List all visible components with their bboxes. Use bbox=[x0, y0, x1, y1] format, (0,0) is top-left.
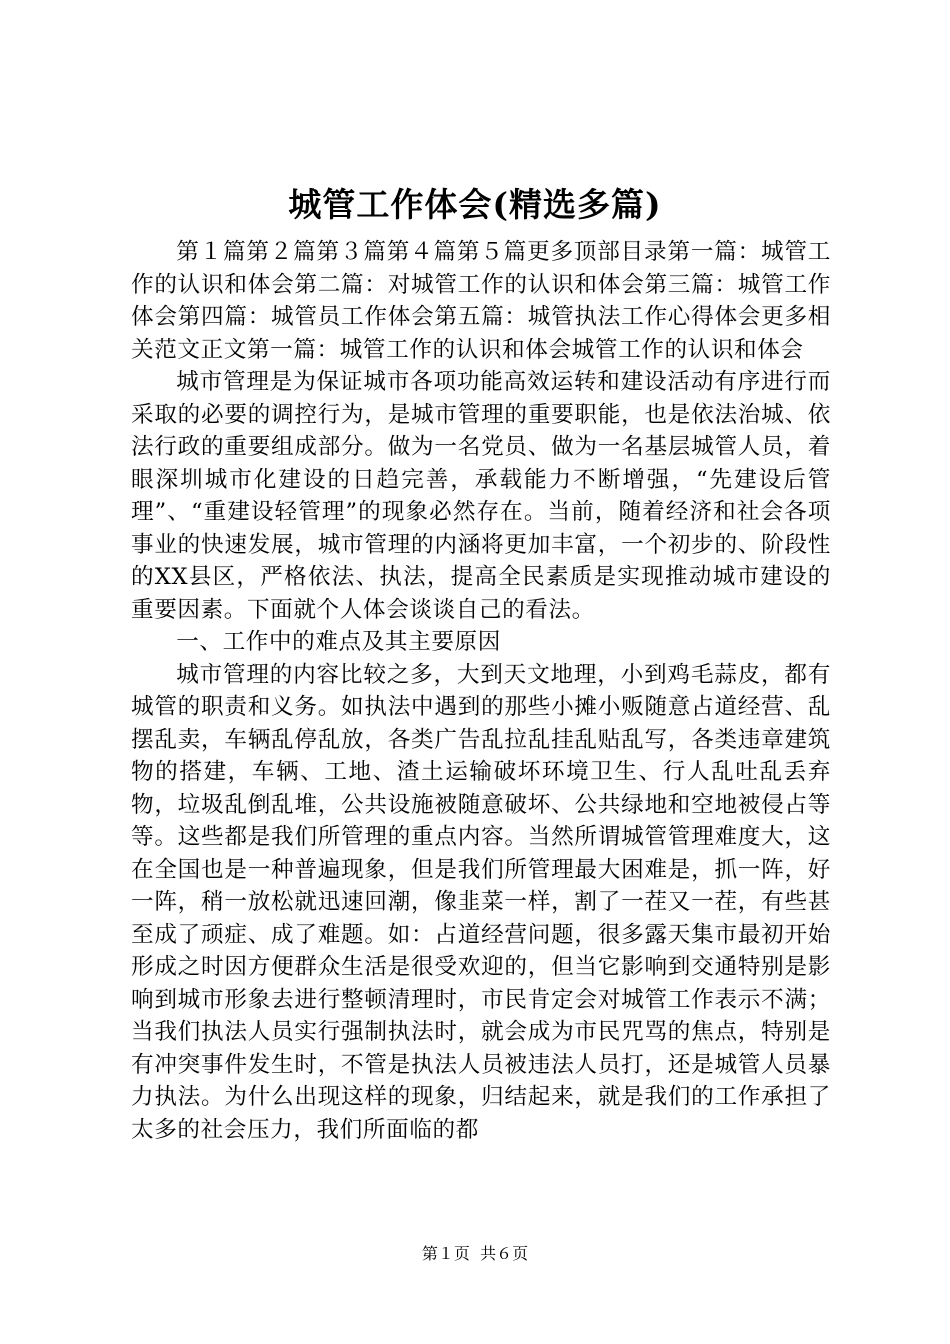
page-number: 第１页 共６页 bbox=[421, 1244, 529, 1263]
document-title: 城管工作体会(精选多篇) bbox=[288, 185, 662, 224]
intro-paragraph: 城市管理是为保证城市各项功能高效运转和建设活动有序进行而采取的必要的调控行为，是城市管理的重要职能，也是依法治城、依法行政的重要组成部分。做为一名党员、做为一名基层城管人员，着眼深圳城市化建设的日趋完善，承载能力不断增强，“先建设后管理”、“重建设轻管理”的现象必然存在。当前，随着经济和社会各项事业的快速发展，城市管理的内涵将更加丰富，一个初步的、阶段性的XX县区，严格依法、执法，提高全民素质是实现推动城市建设的重要因素。下面就个人体会谈谈自己的看法。 bbox=[131, 369, 831, 623]
page-footer bbox=[0, 1243, 950, 1265]
document-body bbox=[131, 236, 831, 1146]
section-heading: 一、工作中的难点及其主要原因 bbox=[176, 629, 501, 655]
toc-paragraph: 第１篇第２篇第３篇第４篇第５篇更多顶部目录第一篇：城管工作的认识和体会第二篇：对城管工作的认识和体会第三篇：城管工作体会第四篇：城管员工作体会第五篇：城管执法工作心得体会更多相关范文正文第一篇：城管工作的认识和体会城管工作的认识和体会 bbox=[131, 239, 831, 363]
body-paragraph: 城市管理的内容比较之多，大到天文地理，小到鸡毛蒜皮，都有城管的职责和义务。如执法中遇到的那些小摊小贩随意占道经营、乱摆乱卖，车辆乱停乱放，各类广告乱拉乱挂乱贴乱写，各类违章建筑物的搭建，车辆、工地、渣土运输破坏环境卫生、行人乱吐乱丢弃物，垃圾乱倒乱堆，公共设施被随意破坏、公共绿地和空地被侵占等等。这些都是我们所管理的重点内容。当然所谓城管管理难度大，这在全国也是一种普遍现象，但是我们所管理最大困难是，抓一阵，好一阵，稍一放松就迅速回潮，像韭菜一样，割了一茬又一茬，有些甚至成了顽症、成了难题。如：占道经营问题，很多露天集市最初开始形成之时因方便群众生活是很受欢迎的，但当它影响到交通特别是影响到城市形象去进行整顿清理时，市民肯定会对城管工作表示不满；当我们执法人员实行强制执法时，就会成为市民咒骂的焦点，特别是有冲突事件发生时，不管是执法人员被违法人员打，还是城管人员暴力执法。为什么出现这样的现象，归结起来，就是我们的工作承担了太多的社会压力，我们所面临的都 bbox=[131, 661, 831, 1143]
